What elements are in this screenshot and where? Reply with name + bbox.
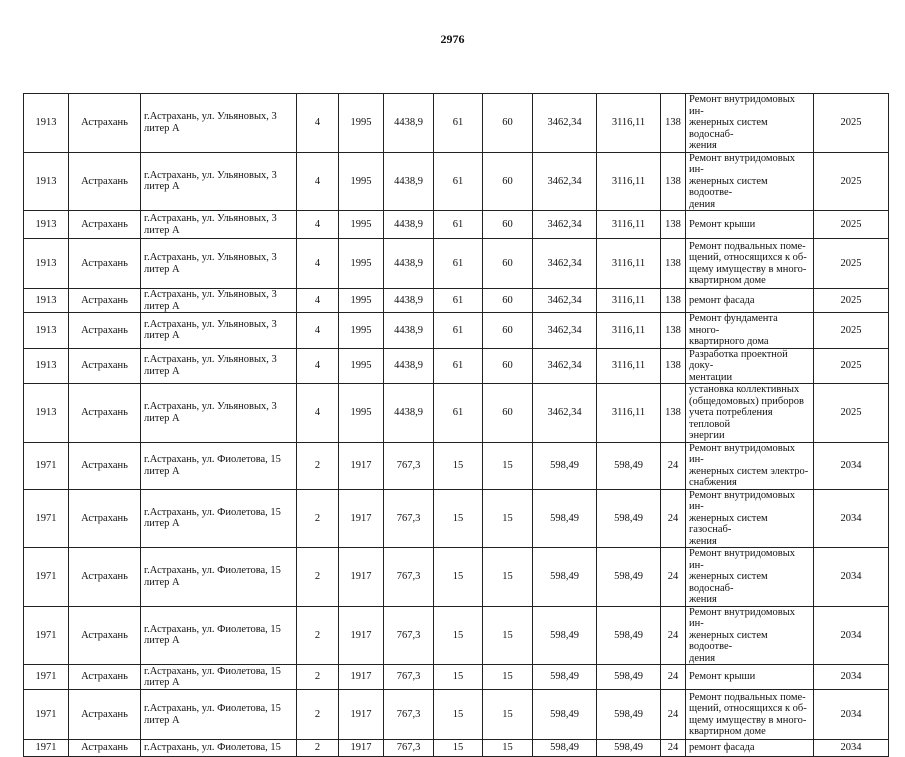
total-area-cell: 767,3 <box>384 690 434 740</box>
build-year-cell: 1917 <box>339 665 384 690</box>
work-type-cell-line: Ремонт внутридомовых ин- <box>689 606 796 629</box>
work-type-cell-line: щений, относящихся к об- <box>689 252 807 263</box>
city-cell: Астрахань <box>69 442 141 489</box>
floors-cell: 2 <box>297 665 339 690</box>
city-cell: Астрахань <box>69 239 141 289</box>
count-cell-2: 60 <box>483 313 533 349</box>
work-type-cell-line: Ремонт внутридомовых ин- <box>689 489 796 512</box>
owned-area-cell: 598,49 <box>597 606 661 665</box>
living-area-cell: 598,49 <box>533 548 597 607</box>
city-cell: Астрахань <box>69 665 141 690</box>
living-area-cell: 3462,34 <box>533 211 597 239</box>
work-type-cell-line: снабжения <box>689 477 737 488</box>
build-year-cell: 1917 <box>339 548 384 607</box>
work-type-cell-line: ремонт фасада <box>689 742 755 754</box>
living-area-cell: 598,49 <box>533 442 597 489</box>
work-type-cell-line: Ремонт внутридомовых ин- <box>689 94 796 117</box>
plan-year-cell: 2025 <box>814 211 889 239</box>
work-type-cell <box>686 94 814 153</box>
work-type-cell-line: учета потребления тепловой <box>689 407 773 430</box>
residents-cell: 24 <box>661 489 686 548</box>
work-type-cell <box>686 348 814 384</box>
work-type-cell-line: Ремонт фундамента много- <box>689 313 778 336</box>
floors-cell: 4 <box>297 384 339 443</box>
floors-cell: 4 <box>297 289 339 313</box>
residents-cell: 138 <box>661 348 686 384</box>
table-row <box>24 740 889 757</box>
address-cell-line: литер А <box>144 518 180 530</box>
count-cell-2: 15 <box>483 665 533 690</box>
work-type-cell <box>686 211 814 239</box>
owned-area-cell: 598,49 <box>597 548 661 607</box>
total-area-cell: 767,3 <box>384 665 434 690</box>
residents-cell: 138 <box>661 313 686 349</box>
work-type-cell-line: жения <box>689 535 717 547</box>
living-area-cell: 3462,34 <box>533 152 597 211</box>
living-area-cell: 598,49 <box>533 489 597 548</box>
address-cell-line: г.Астрахань, ул. Фиолетова, 15 <box>144 506 281 518</box>
building-number-cell: 1913 <box>24 348 69 384</box>
living-area-cell: 598,49 <box>533 740 597 757</box>
address-cell-line: г.Астрахань, ул. Ульяновых, 3 <box>144 354 277 366</box>
build-year-cell: 1995 <box>339 94 384 153</box>
count-cell: 61 <box>434 348 483 384</box>
owned-area-cell: 3116,11 <box>597 289 661 313</box>
work-type-cell-line: Ремонт внутридомовых ин- <box>689 152 796 175</box>
living-area-cell: 3462,34 <box>533 348 597 384</box>
plan-year-cell: 2025 <box>814 348 889 384</box>
building-number-cell: 1971 <box>24 489 69 548</box>
floors-cell: 4 <box>297 313 339 349</box>
table-row <box>24 239 889 289</box>
table-row <box>24 690 889 740</box>
city-cell: Астрахань <box>69 211 141 239</box>
address-cell-line: г.Астрахань, ул. Ульяновых, 3 <box>144 252 277 263</box>
city-cell: Астрахань <box>69 94 141 153</box>
total-area-cell: 4438,9 <box>384 239 434 289</box>
build-year-cell: 1995 <box>339 289 384 313</box>
table-row <box>24 289 889 313</box>
work-type-cell-line: Ремонт внутридомовых ин- <box>689 442 796 465</box>
work-type-cell-line: ремонт фасада <box>689 294 755 306</box>
owned-area-cell: 3116,11 <box>597 313 661 349</box>
address-cell <box>141 606 297 665</box>
plan-year-cell: 2025 <box>814 239 889 289</box>
count-cell-2: 15 <box>483 548 533 607</box>
residents-cell: 24 <box>661 606 686 665</box>
address-cell-line: литер А <box>144 300 180 312</box>
work-type-cell-line: Ремонт крыши <box>689 671 756 683</box>
work-type-cell <box>686 740 814 757</box>
city-cell: Астрахань <box>69 606 141 665</box>
owned-area-cell: 3116,11 <box>597 348 661 384</box>
living-area-cell: 3462,34 <box>533 239 597 289</box>
address-cell <box>141 489 297 548</box>
residents-cell: 138 <box>661 152 686 211</box>
floors-cell: 4 <box>297 348 339 384</box>
address-cell-line: г.Астрахань, ул. Ульяновых, 3 <box>144 169 277 181</box>
owned-area-cell: 3116,11 <box>597 152 661 211</box>
living-area-cell: 3462,34 <box>533 289 597 313</box>
count-cell: 61 <box>434 313 483 349</box>
floors-cell: 2 <box>297 548 339 607</box>
address-cell <box>141 740 297 757</box>
build-year-cell: 1917 <box>339 690 384 740</box>
work-type-cell-line: щений, относящихся к об- <box>689 703 807 714</box>
floors-cell: 2 <box>297 442 339 489</box>
count-cell-2: 15 <box>483 489 533 548</box>
work-type-cell-line: установка коллективных <box>689 384 800 395</box>
table-row <box>24 606 889 665</box>
building-number-cell: 1971 <box>24 690 69 740</box>
floors-cell: 4 <box>297 239 339 289</box>
work-type-cell-line: щему имуществу в много- <box>689 714 807 726</box>
address-cell-line: литер А <box>144 465 180 477</box>
work-type-cell-line: жения <box>689 140 717 151</box>
work-type-cell <box>686 606 814 665</box>
residents-cell: 24 <box>661 740 686 757</box>
count-cell: 15 <box>434 548 483 607</box>
address-cell <box>141 152 297 211</box>
work-type-cell-line: жения <box>689 594 717 605</box>
residents-cell: 138 <box>661 211 686 239</box>
building-number-cell: 1913 <box>24 94 69 153</box>
work-type-cell-line: женерных систем газоснаб- <box>689 512 768 535</box>
work-type-cell-line: ментации <box>689 371 733 383</box>
total-area-cell: 4438,9 <box>384 289 434 313</box>
address-cell-line: г.Астрахань, ул. Фиолетова, 15 <box>144 454 281 465</box>
address-cell <box>141 239 297 289</box>
residents-cell: 138 <box>661 94 686 153</box>
work-type-cell-line: женерных систем водоснаб- <box>689 117 768 140</box>
table-row <box>24 384 889 443</box>
count-cell-2: 15 <box>483 606 533 665</box>
living-area-cell: 3462,34 <box>533 94 597 153</box>
address-cell <box>141 348 297 384</box>
page-number: 2976 <box>440 32 465 46</box>
address-cell-line: литер А <box>144 635 180 647</box>
owned-area-cell: 3116,11 <box>597 384 661 443</box>
living-area-cell: 3462,34 <box>533 384 597 443</box>
total-area-cell: 767,3 <box>384 548 434 607</box>
plan-year-cell: 2025 <box>814 289 889 313</box>
work-type-cell <box>686 384 814 443</box>
count-cell: 61 <box>434 94 483 153</box>
city-cell: Астрахань <box>69 384 141 443</box>
address-cell-line: литер А <box>144 412 180 424</box>
table-row <box>24 152 889 211</box>
address-cell <box>141 289 297 313</box>
building-number-cell: 1971 <box>24 548 69 607</box>
owned-area-cell: 598,49 <box>597 740 661 757</box>
count-cell-2: 60 <box>483 239 533 289</box>
total-area-cell: 4438,9 <box>384 348 434 384</box>
city-cell: Астрахань <box>69 740 141 757</box>
owned-area-cell: 598,49 <box>597 690 661 740</box>
plan-year-cell: 2034 <box>814 442 889 489</box>
repair-schedule-table <box>23 93 889 757</box>
residents-cell: 24 <box>661 690 686 740</box>
owned-area-cell: 3116,11 <box>597 94 661 153</box>
address-cell <box>141 211 297 239</box>
work-type-cell-line: Ремонт внутридомовых ин- <box>689 548 796 571</box>
address-cell-line: литер А <box>144 181 180 193</box>
address-cell-line: литер А <box>144 365 180 377</box>
count-cell-2: 15 <box>483 442 533 489</box>
plan-year-cell: 2034 <box>814 606 889 665</box>
floors-cell: 2 <box>297 489 339 548</box>
count-cell: 15 <box>434 690 483 740</box>
floors-cell: 2 <box>297 606 339 665</box>
build-year-cell: 1995 <box>339 384 384 443</box>
living-area-cell: 598,49 <box>533 665 597 690</box>
address-cell-line: г.Астрахань, ул. Фиолетова, 15 <box>144 742 281 754</box>
address-cell-line: г.Астрахань, ул. Ульяновых, 3 <box>144 111 277 123</box>
work-type-cell <box>686 442 814 489</box>
total-area-cell: 4438,9 <box>384 211 434 239</box>
city-cell: Астрахань <box>69 548 141 607</box>
total-area-cell: 767,3 <box>384 442 434 489</box>
work-type-cell <box>686 489 814 548</box>
work-type-cell-line: женерных систем электро- <box>689 465 809 477</box>
floors-cell: 4 <box>297 94 339 153</box>
residents-cell: 24 <box>661 442 686 489</box>
table-row <box>24 348 889 384</box>
plan-year-cell: 2025 <box>814 384 889 443</box>
work-type-cell-line: щему имуществу в много- <box>689 263 807 275</box>
plan-year-cell: 2025 <box>814 313 889 349</box>
plan-year-cell: 2034 <box>814 740 889 757</box>
living-area-cell: 598,49 <box>533 606 597 665</box>
residents-cell: 24 <box>661 665 686 690</box>
building-number-cell: 1913 <box>24 211 69 239</box>
table-row <box>24 548 889 607</box>
owned-area-cell: 3116,11 <box>597 239 661 289</box>
address-cell-line: г.Астрахань, ул. Фиолетова, 15 <box>144 623 281 635</box>
floors-cell: 2 <box>297 740 339 757</box>
building-number-cell: 1971 <box>24 665 69 690</box>
table-row <box>24 442 889 489</box>
address-cell-line: литер А <box>144 263 180 275</box>
owned-area-cell: 3116,11 <box>597 211 661 239</box>
work-type-cell <box>686 289 814 313</box>
work-type-cell-line: Ремонт крыши <box>689 218 756 230</box>
living-area-cell: 3462,34 <box>533 313 597 349</box>
count-cell-2: 60 <box>483 94 533 153</box>
count-cell: 61 <box>434 152 483 211</box>
work-type-cell-line: (общедомовых) приборов <box>689 395 804 407</box>
address-cell <box>141 313 297 349</box>
total-area-cell: 4438,9 <box>384 313 434 349</box>
address-cell-line: литер А <box>144 224 180 236</box>
count-cell: 15 <box>434 489 483 548</box>
build-year-cell: 1995 <box>339 239 384 289</box>
work-type-cell-line: дения <box>689 652 716 664</box>
address-cell-line: литер А <box>144 330 180 342</box>
address-cell-line: г.Астрахань, ул. Ульяновых, 3 <box>144 318 277 330</box>
build-year-cell: 1995 <box>339 348 384 384</box>
work-type-cell-line: женерных систем водоотве- <box>689 629 768 652</box>
table-row <box>24 211 889 239</box>
count-cell: 15 <box>434 740 483 757</box>
work-type-cell-line: женерных систем водоотве- <box>689 175 768 198</box>
owned-area-cell: 598,49 <box>597 665 661 690</box>
city-cell: Астрахань <box>69 690 141 740</box>
work-type-cell <box>686 548 814 607</box>
residents-cell: 138 <box>661 239 686 289</box>
table-row <box>24 313 889 349</box>
total-area-cell: 4438,9 <box>384 384 434 443</box>
owned-area-cell: 598,49 <box>597 442 661 489</box>
table-row <box>24 665 889 690</box>
address-cell-line: г.Астрахань, ул. Фиолетова, 15 <box>144 703 281 714</box>
work-type-cell <box>686 690 814 740</box>
build-year-cell: 1995 <box>339 211 384 239</box>
city-cell: Астрахань <box>69 348 141 384</box>
total-area-cell: 4438,9 <box>384 152 434 211</box>
count-cell: 15 <box>434 606 483 665</box>
count-cell-2: 60 <box>483 384 533 443</box>
total-area-cell: 767,3 <box>384 606 434 665</box>
address-cell-line: литер А <box>144 576 180 588</box>
building-number-cell: 1913 <box>24 384 69 443</box>
count-cell-2: 60 <box>483 289 533 313</box>
address-cell <box>141 94 297 153</box>
address-cell <box>141 665 297 690</box>
work-type-cell-line: Разработка проектной доку- <box>689 348 788 371</box>
building-number-cell: 1913 <box>24 239 69 289</box>
plan-year-cell: 2034 <box>814 665 889 690</box>
residents-cell: 24 <box>661 548 686 607</box>
address-cell <box>141 548 297 607</box>
work-type-cell-line: квартирном доме <box>689 726 766 737</box>
count-cell: 61 <box>434 211 483 239</box>
building-number-cell: 1971 <box>24 442 69 489</box>
plan-year-cell: 2025 <box>814 94 889 153</box>
city-cell: Астрахань <box>69 152 141 211</box>
address-cell <box>141 384 297 443</box>
address-cell-line: г.Астрахань, ул. Ульяновых, 3 <box>144 289 277 300</box>
building-number-cell: 1913 <box>24 289 69 313</box>
count-cell: 15 <box>434 442 483 489</box>
work-type-cell-line: женерных систем водоснаб- <box>689 571 768 594</box>
total-area-cell: 767,3 <box>384 489 434 548</box>
residents-cell: 138 <box>661 384 686 443</box>
plan-year-cell: 2034 <box>814 690 889 740</box>
work-type-cell-line: квартирном доме <box>689 275 766 286</box>
count-cell-2: 15 <box>483 740 533 757</box>
address-cell <box>141 442 297 489</box>
work-type-cell <box>686 239 814 289</box>
work-type-cell-line: квартирного дома <box>689 336 769 347</box>
address-cell-line: литер А <box>144 677 180 688</box>
work-type-cell-line: дения <box>689 198 716 210</box>
build-year-cell: 1917 <box>339 489 384 548</box>
floors-cell: 4 <box>297 211 339 239</box>
work-type-cell <box>686 152 814 211</box>
count-cell-2: 60 <box>483 348 533 384</box>
work-type-cell <box>686 665 814 690</box>
plan-year-cell: 2034 <box>814 548 889 607</box>
build-year-cell: 1995 <box>339 152 384 211</box>
building-number-cell: 1913 <box>24 152 69 211</box>
address-cell-line: литер А <box>144 122 180 134</box>
count-cell: 61 <box>434 384 483 443</box>
total-area-cell: 767,3 <box>384 740 434 757</box>
count-cell-2: 60 <box>483 211 533 239</box>
building-number-cell: 1913 <box>24 313 69 349</box>
address-cell-line: г.Астрахань, ул. Ульяновых, 3 <box>144 213 277 224</box>
work-type-cell-line: Ремонт подвальных поме- <box>689 240 806 252</box>
address-cell-line: г.Астрахань, ул. Фиолетова, 15 <box>144 665 281 677</box>
owned-area-cell: 598,49 <box>597 489 661 548</box>
floors-cell: 4 <box>297 152 339 211</box>
city-cell: Астрахань <box>69 289 141 313</box>
floors-cell: 2 <box>297 690 339 740</box>
building-number-cell: 1971 <box>24 606 69 665</box>
work-type-cell-line: энергии <box>689 430 725 441</box>
plan-year-cell: 2025 <box>814 152 889 211</box>
city-cell: Астрахань <box>69 489 141 548</box>
work-type-cell <box>686 313 814 349</box>
table-row <box>24 489 889 548</box>
count-cell: 61 <box>434 289 483 313</box>
residents-cell: 138 <box>661 289 686 313</box>
address-cell-line: г.Астрахань, ул. Фиолетова, 15 <box>144 565 281 577</box>
living-area-cell: 598,49 <box>533 690 597 740</box>
count-cell-2: 15 <box>483 690 533 740</box>
table-row <box>24 94 889 153</box>
build-year-cell: 1995 <box>339 313 384 349</box>
address-cell-line: г.Астрахань, ул. Ульяновых, 3 <box>144 401 277 413</box>
build-year-cell: 1917 <box>339 442 384 489</box>
count-cell-2: 60 <box>483 152 533 211</box>
work-type-cell-line: Ремонт подвальных поме- <box>689 691 806 703</box>
address-cell-line: литер А <box>144 714 180 726</box>
city-cell: Астрахань <box>69 313 141 349</box>
count-cell: 15 <box>434 665 483 690</box>
total-area-cell: 4438,9 <box>384 94 434 153</box>
building-number-cell: 1971 <box>24 740 69 757</box>
plan-year-cell: 2034 <box>814 489 889 548</box>
build-year-cell: 1917 <box>339 740 384 757</box>
count-cell: 61 <box>434 239 483 289</box>
build-year-cell: 1917 <box>339 606 384 665</box>
address-cell <box>141 690 297 740</box>
